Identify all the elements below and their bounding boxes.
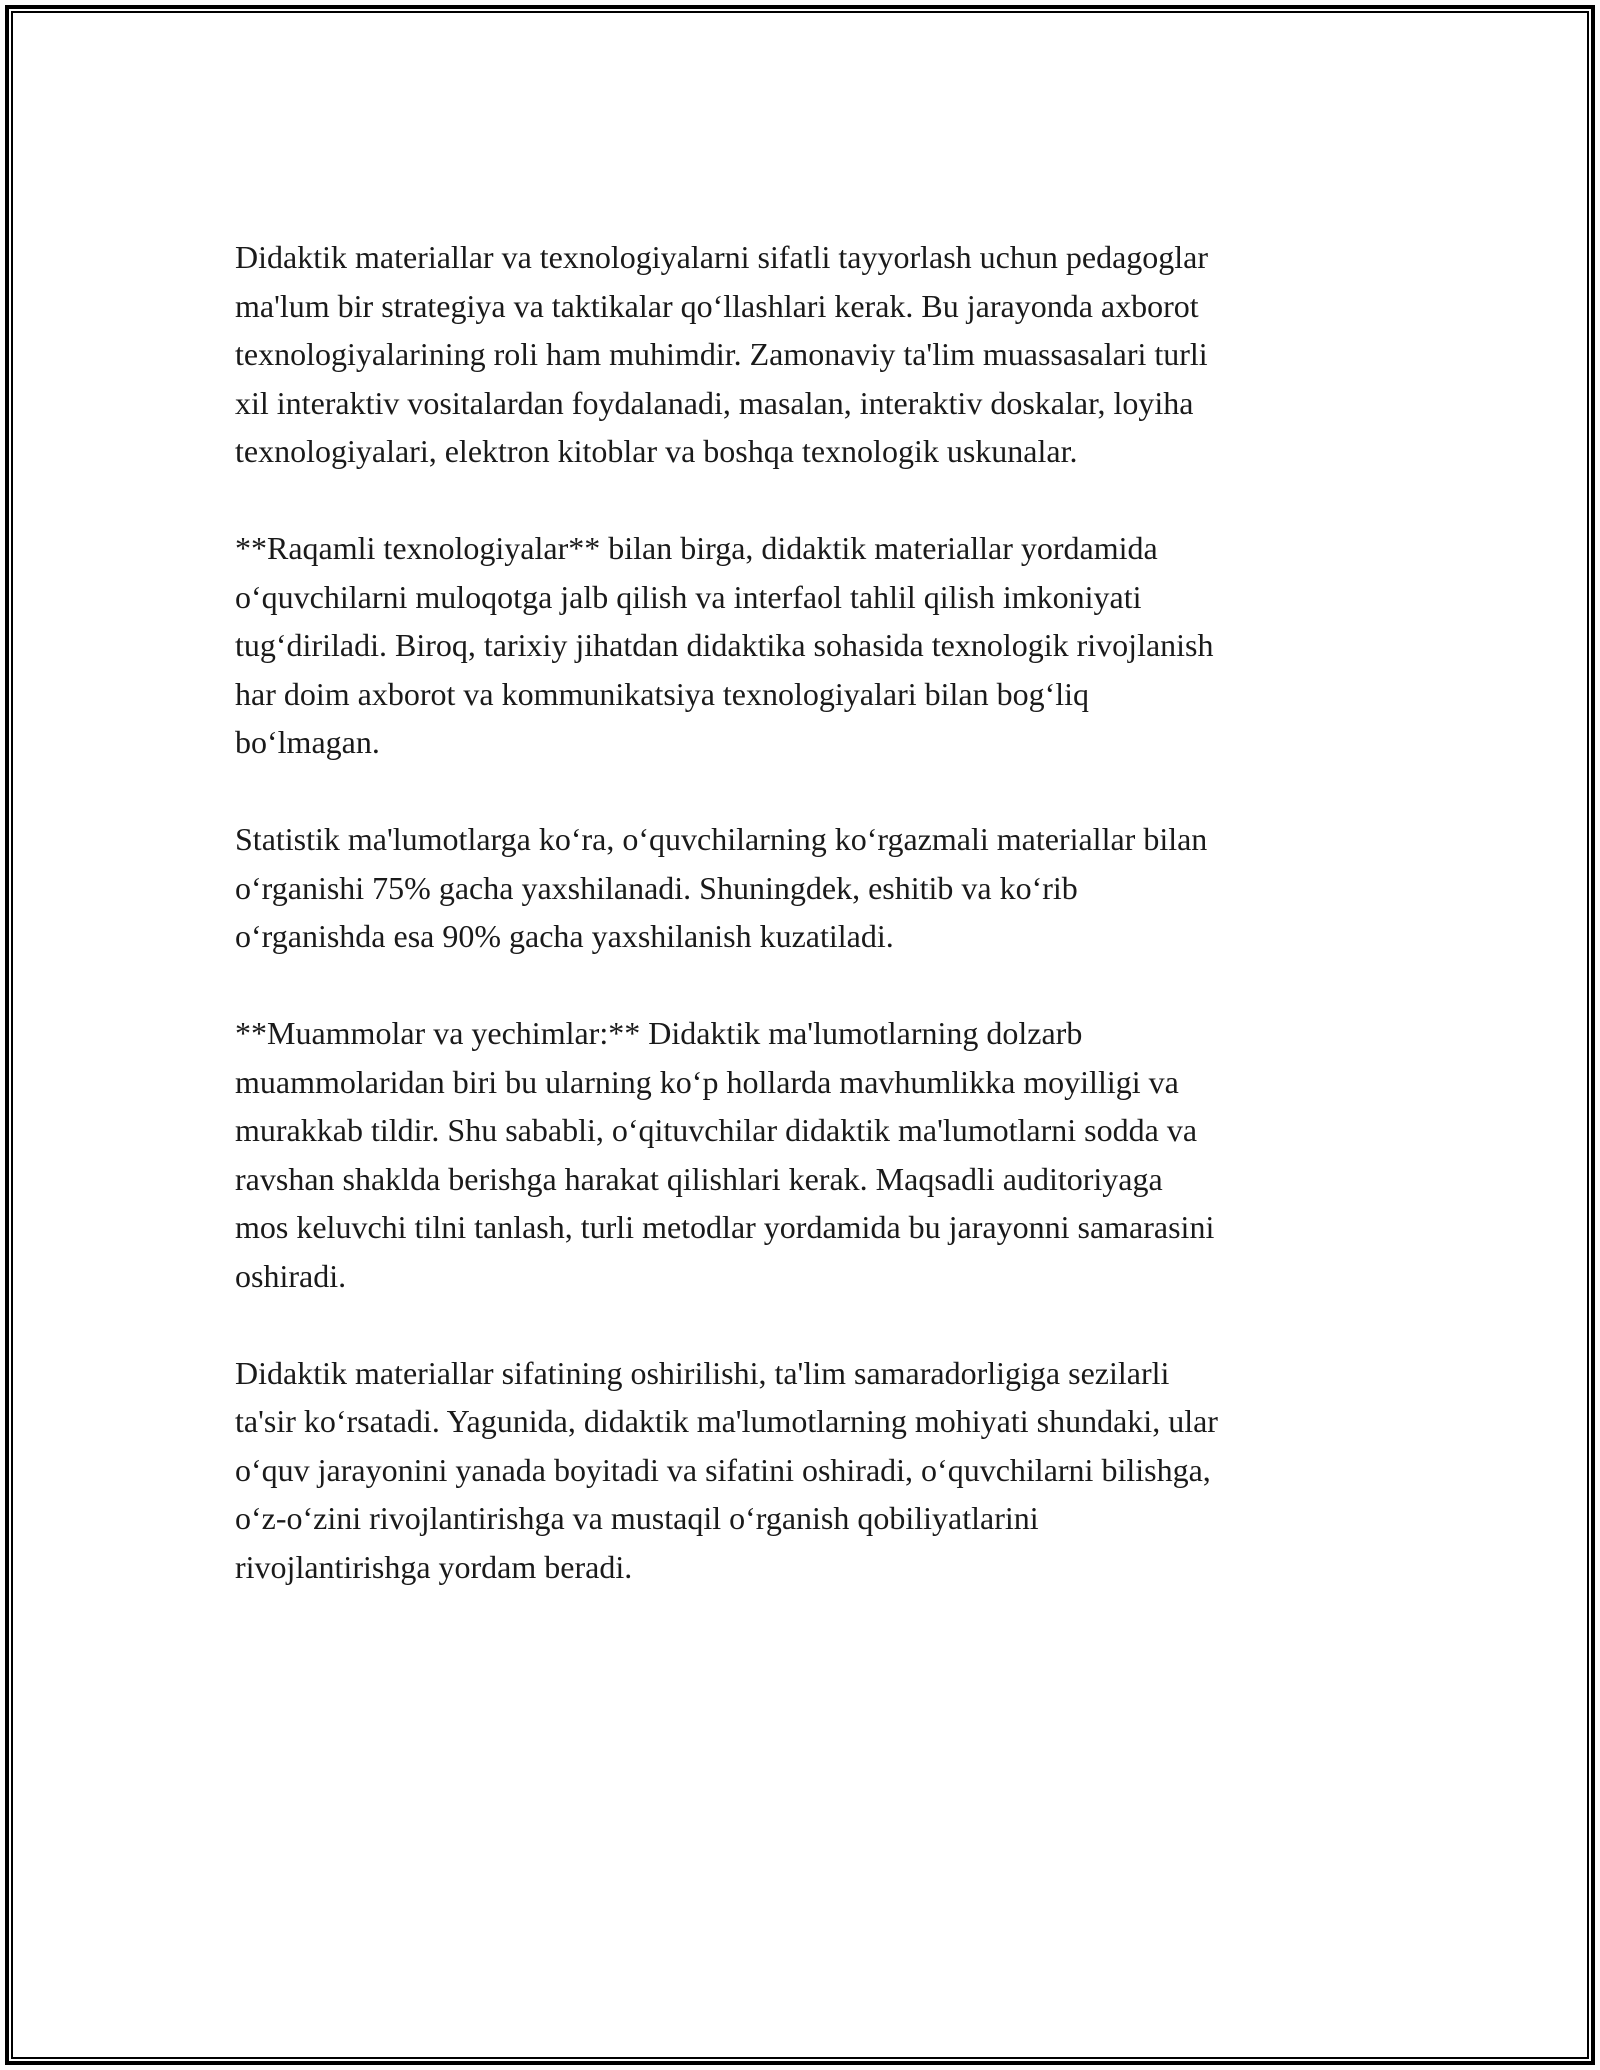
text-line: muammolaridan biri bu ularning ko‘p hollarda mavhumlikka moyilligi va (235, 1063, 1179, 1100)
text-line: o‘quv jarayonini yanada boyitadi va sifatini oshiradi, o‘quvchilarni bilishga, (235, 1451, 1211, 1488)
text-line: **Raqamli texnologiyalar** bilan birga, didaktik materiallar yordamida (235, 530, 1158, 566)
document-body (235, 233, 1375, 1640)
text-line: o‘quvchilarni muloqotga jalb qilish va interfaol tahlil qilish imkoniyati (235, 578, 1142, 615)
text-line: oshiradi. (235, 1257, 347, 1294)
text-line: mos keluvchi tilni tanlash, turli metodlar yordamida bu jarayonni samarasini (235, 1209, 1215, 1245)
paragraph-3 (235, 815, 1375, 961)
text-line: texnologiyalari, elektron kitoblar va boshqa texnologik uskunalar. (235, 433, 1078, 469)
text-line: ravshan shakldа berishga harakat qilishlari kerak. Maqsadli auditoriyaga (235, 1160, 1163, 1197)
text-line: Didaktik materiallar sifatining oshirilishi, ta'lim samaradorligiga sezilarli (235, 1354, 1170, 1391)
paragraph-1 (235, 233, 1375, 476)
text-line: ta'sir ko‘rsatadi. Yagunida, didaktik ma'lumotlarning mohiyati shundaki, ular (235, 1403, 1218, 1439)
paragraph-5 (235, 1349, 1375, 1592)
text-line: Didaktik materiallar va texnologiyalarni sifatli tayyorlash uchun pedagoglar (235, 239, 1209, 275)
paragraph-2 (235, 524, 1375, 767)
text-line: har doim axborot va kommunikatsiya texnologiyalari bilan bog‘liq (235, 675, 1090, 712)
text-line: murakkab tildir. Shu sababli, o‘qituvchilar didaktik ma'lumotlarni sodda va (235, 1112, 1198, 1148)
text-line: Statistik ma'lumotlarga ko‘ra, o‘quvchilarning ko‘rgazmali materiallar bilan (235, 821, 1208, 857)
text-line: bo‘lmagan. (235, 724, 380, 760)
text-line: ma'lum bir strategiya va taktikalar qo‘llashlari kerak. Bu jarayonda axborot (235, 287, 1199, 324)
text-line: o‘rganishda esa 90% gacha yaxshilanish kuzatiladi. (235, 918, 894, 954)
text-line: tug‘diriladi. Biroq, tarixiy jihatdan didaktika sohasida texnologik rivojlanish (235, 627, 1214, 663)
text-line: **Muammolar va yechimlar:** Didaktik ma'lumotlarning dolzarb (235, 1015, 1083, 1051)
text-line: texnologiyalarining roli ham muhimdir. Zamonaviy ta'lim muassasalari turli (235, 336, 1208, 372)
text-line: o‘rganishi 75% gacha yaxshilanadi. Shuningdek, eshitib va ko‘rib (235, 869, 1078, 906)
text-line: xil interaktiv vositalardan foydalanadi, masalan, interaktiv doskalar, loyiha (235, 384, 1194, 421)
text-line: rivojlantirishga yordam beradi. (235, 1548, 633, 1585)
paragraph-4 (235, 1009, 1375, 1300)
text-line: o‘z-o‘zini rivojlantirishga va mustaqil o‘rganish qobiliyatlarini (235, 1500, 1039, 1536)
